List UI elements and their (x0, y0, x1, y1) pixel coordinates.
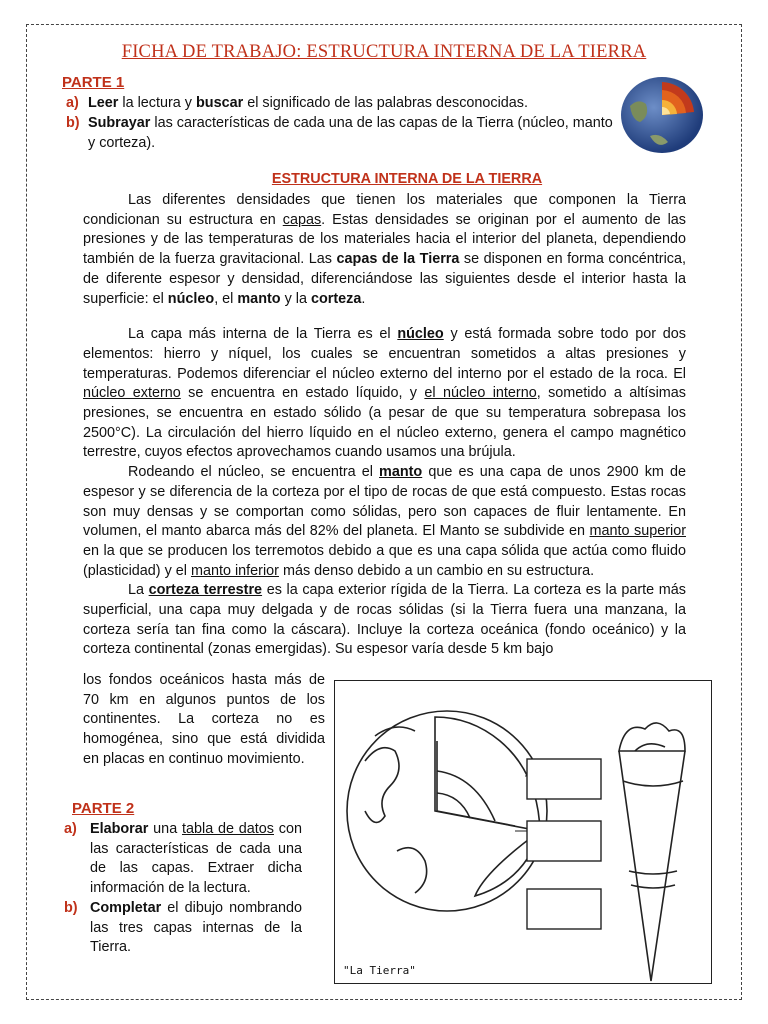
paragraph: La corteza terrestre es la capa exterior rígida de la Tierra. La corteza es la parte más superficial, una capa muy delgada y de rocas sólidas (si la Tierra fuera una manzana, la corteza sería tan fina como la cáscara). Incluye la corteza oceánica (fondo oceánico) y la corteza continental (zonas emergidas). Su espesor varía desde 5 km bajo (83, 582, 686, 658)
continent-outline (397, 848, 427, 893)
paragraph: Las diferentes densidades que tienen los materiales que componen la Tierra condicionan su estructura en capas. Estas densidades se originan por el aumento de las presiones y de las temperaturas de los materiales hacia el interior del planeta, dependiendo también de la fuerza gravitacional. Las capas de la Tierra se disponen en forma concéntrica, de diferente espesor y densidad, diferenciándose las siguientes desde el interior hasta la superficie: el núcleo, el manto y la corteza. (83, 192, 686, 307)
diagram-caption: "La Tierra" (343, 964, 416, 977)
parte1-heading: PARTE 1 (62, 74, 125, 91)
label-box-1 (527, 759, 601, 799)
crust-detail (635, 744, 665, 751)
paragraph: La capa más interna de la Tierra es el núcleo y está formada sobre todo por dos elementos: hierro y níquel, los cuales se encuentran sometidos a altas presiones y temperaturas. Podemos diferenciar el núcleo externo del interno por el estado de la roca. El núcleo externo se encuentra en estado líquido, y el núcleo interno, sometido a altísimas presiones, se encuentra en estado sólido (a pesar de que su temperatura sobrepasa los 2500°C). La circulación del hierro líquido en el núcleo externo, genera el campo magnético terrestre, cuyos efectos aprovechamos cuando usamos una brújula. (83, 326, 686, 461)
crust-surface (619, 723, 685, 751)
continent-outline (375, 727, 415, 736)
paragraph: Rodeando el núcleo, se encuentra el manto que es una capa de unos 2900 km de espesor y se diferencia de la corteza por el tipo de rocas de que está compuesto. Estas rocas son muy densas y se comportan como sólidas, pero son capaces de fluir lentamente. En volumen, el manto abarca más del 82% del planeta. El Manto se subdivide en manto superior en la que se producen los terremotos debido a que es una capa sólida que actúa como fluido (plasticidad) y el manto inferior más denso debido a un cambio en su estructura. (83, 464, 686, 579)
earth-drawing (335, 681, 713, 985)
label-box-3 (527, 889, 601, 929)
list-item: a) Leer la lectura y buscar el significado de las palabras desconocidas. (66, 95, 528, 111)
parte2-list (64, 820, 302, 958)
cone-layer-line (623, 781, 683, 786)
earth-cutaway-icon (620, 76, 704, 154)
layer-cone-drawing (619, 723, 685, 981)
list-item: a) Elaborar una tabla de datos con las características de cada una de las capas. Extraer dicha información de la lectura. (64, 821, 302, 897)
list-item: b) Completar el dibujo nombrando las tres capas internas de la Tierra. (64, 899, 302, 956)
parte1-list (66, 93, 614, 153)
continent-outline (365, 748, 399, 823)
parte2-heading: PARTE 2 (72, 800, 135, 817)
reading-text (83, 191, 686, 660)
list-item: b) Subrayar las características de cada una de las capas de la Tierra (núcleo, manto y corteza). (66, 115, 613, 151)
paragraph-continued: los fondos oceánicos hasta más de 70 km en algunos puntos de los continentes. La corteza no es homogénea, sino que está dividida en placas en continuo movimiento. (83, 672, 325, 767)
section-title: ESTRUCTURA INTERNA DE LA TIERRA (271, 171, 543, 187)
page-title: FICHA DE TRABAJO: ESTRUCTURA INTERNA DE LA TIERRA (121, 42, 647, 62)
label-box-2 (527, 821, 601, 861)
earth-layers-diagram (334, 680, 712, 984)
